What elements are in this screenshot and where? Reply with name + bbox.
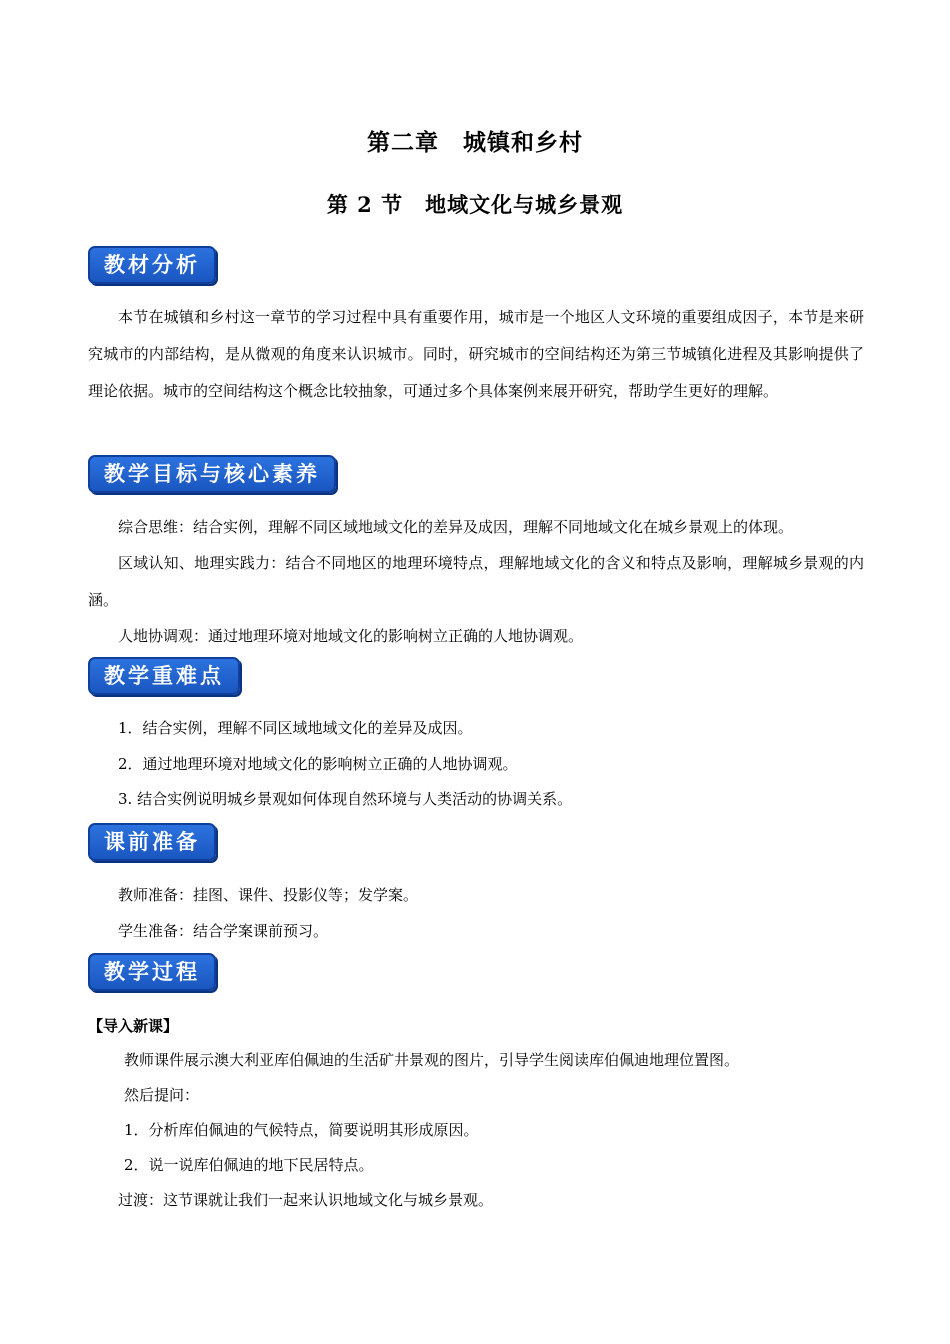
badge-objectives: 教学目标与核心素养: [88, 455, 336, 493]
objective-item: 区域认知、地理实践力：结合不同地区的地理环境特点，理解地域文化的含义和特点及影响，理解城乡景观的内涵。: [88, 554, 864, 609]
badge-key-points: 教学重难点: [88, 657, 240, 695]
key-point-item: 3. 结合实例说明城乡景观如何体现自然环境与人类活动的协调关系。: [118, 790, 573, 808]
objective-item: 综合思维：结合实例，理解不同区域地域文化的差异及成因，理解不同地域文化在城乡景观上的体现。: [118, 518, 794, 536]
badge-material-analysis: 教材分析: [88, 246, 216, 284]
preparation-item: 学生准备：结合学案课前预习。: [118, 922, 329, 940]
chapter-title: 第二章 城镇和乡村: [367, 129, 583, 156]
key-point-item: 1．结合实例，理解不同区域地域文化的差异及成因。: [118, 719, 473, 737]
section-title: 第 2 节 地域文化与城乡景观: [326, 192, 624, 217]
preparation-item: 教师准备：挂图、课件、投影仪等；发学案。: [118, 886, 419, 904]
process-line: 1．分析库伯佩迪的气候特点，简要说明其形成原因。: [124, 1121, 479, 1139]
badge-preparation: 课前准备: [88, 823, 216, 861]
intro-heading: 【导入新课】: [88, 1017, 179, 1035]
badge-process: 教学过程: [88, 953, 216, 991]
objective-item: 人地协调观：通过地理环境对地域文化的影响树立正确的人地协调观。: [118, 627, 584, 645]
process-line: 2．说一说库伯佩迪的地下民居特点。: [124, 1156, 374, 1174]
process-line: 教师课件展示澳大利亚库伯佩迪的生活矿井景观的图片，引导学生阅读库伯佩迪地理位置图。: [124, 1051, 740, 1069]
process-line: 然后提问：: [124, 1086, 200, 1104]
process-line: 过渡：这节课就让我们一起来认识地域文化与城乡景观。: [118, 1191, 494, 1209]
key-point-item: 2．通过地理环境对地域文化的影响树立正确的人地协调观。: [118, 755, 518, 773]
material-analysis-text: 本节在城镇和乡村这一章节的学习过程中具有重要作用，城市是一个地区人文环境的重要组成因子，本节是来研究城市的内部结构，是从微观的角度来认识城市。同时，研究城市的空间结构还为第三节城镇化进程及其影响提供了理论依据。城市的空间结构这个概念比较抽象，可通过多个具体案例来展开研究，帮助学生更好的理解。: [88, 308, 864, 400]
